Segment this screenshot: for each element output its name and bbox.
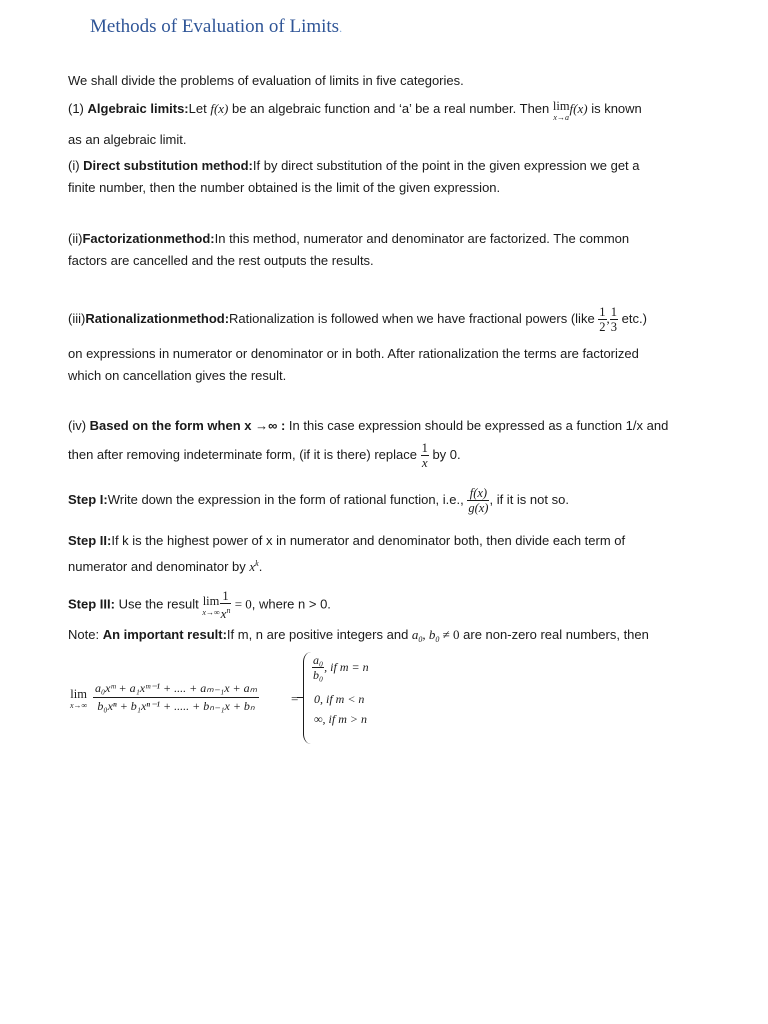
section-heading: Algebraic limits: xyxy=(87,101,189,116)
formula-fraction xyxy=(93,680,259,715)
math-x: x xyxy=(220,606,227,621)
fraction-separator: , xyxy=(606,310,610,326)
section-algebraic-limits-line2: as an algebraic limit. xyxy=(68,132,187,147)
section-number: (1) xyxy=(68,101,88,116)
section-text: Rationalization is followed when we have fractional powers (like xyxy=(229,310,599,326)
section-number: (iv) xyxy=(68,418,90,433)
lim-subscript: x→∞ xyxy=(202,608,220,618)
note-text: If m, n are positive integers and xyxy=(226,627,412,642)
section-heading: Based on the form when x →∞ : xyxy=(89,418,286,433)
note-label: Note: xyxy=(68,627,103,642)
section-rationalization xyxy=(68,305,647,334)
math-equals-zero: = 0 xyxy=(231,596,252,612)
fraction-one-over-xn xyxy=(220,589,232,621)
step-one xyxy=(68,486,569,515)
fraction-one-over-x xyxy=(421,441,429,470)
lim-operator: lim xyxy=(70,687,87,701)
page-title xyxy=(90,16,342,38)
section-factorization xyxy=(68,231,629,247)
section-heading: Factorizationmethod: xyxy=(82,231,215,246)
fraction-a0-over-b0 xyxy=(312,653,324,682)
important-result-note xyxy=(68,627,649,648)
formula-denominator: b₀xⁿ + b₁xⁿ⁻¹ + ..... + bₙ₋₁x + bₙ xyxy=(97,699,255,713)
section-heading: Rationalizationmethod: xyxy=(85,310,230,326)
step-text: . xyxy=(258,559,263,574)
step-three xyxy=(68,589,331,621)
section-heading: Direct substitution method: xyxy=(83,158,253,173)
cases-brace xyxy=(303,652,312,744)
intro-paragraph: We shall divide the problems of evaluation of limits in five categories. xyxy=(68,73,464,88)
section-text: If by direct substitution of the point in the given expression we get a xyxy=(252,158,640,173)
case-m-greater-n: ∞, if m > n xyxy=(314,712,367,726)
limit-expression xyxy=(202,595,219,617)
step-two xyxy=(68,533,625,549)
section-number: (iii) xyxy=(68,310,86,326)
formula-equals: = xyxy=(291,691,299,706)
math-fx: f(x) xyxy=(569,101,588,116)
case-m-less-n: 0, if m < n xyxy=(314,692,365,706)
step-text: Use the result xyxy=(114,596,203,612)
fraction-numerator: f(x) xyxy=(467,486,489,501)
section-text: etc.) xyxy=(618,310,647,326)
lim-operator: lim xyxy=(202,594,220,609)
title-text: Methods of Evaluation of Limits xyxy=(90,16,340,37)
lim-subscript: x→∞ xyxy=(70,701,88,710)
math-subscript: 0 xyxy=(435,635,440,644)
note-heading: An important result: xyxy=(102,627,227,642)
step-text: , where n > 0. xyxy=(251,596,331,612)
step-heading: Step II: xyxy=(68,533,112,548)
lim-subscript: x→a xyxy=(553,113,569,122)
fraction-denominator: x xyxy=(421,455,428,470)
section-infinity-form xyxy=(68,418,668,434)
math-b: , b xyxy=(422,627,436,642)
limit-expression xyxy=(70,688,87,710)
fraction-denominator: 3 xyxy=(610,320,618,334)
section-factorization-line2: factors are cancelled and the rest outputs the results. xyxy=(68,253,374,268)
step-text: If k is the highest power of x in numerator and denominator both, then divide each term of xyxy=(111,533,626,548)
fraction-one-third xyxy=(610,305,618,334)
section-text: In this case expression should be expressed as a function 1/x and xyxy=(285,418,669,433)
math-not-equal-zero: ≠ 0 xyxy=(439,627,460,642)
section-text: is known xyxy=(587,101,642,116)
math-exponent: k xyxy=(255,559,259,568)
fraction-numerator: 1 xyxy=(610,305,618,319)
section-number: (i) xyxy=(68,158,84,173)
lim-operator: lim xyxy=(552,99,570,113)
section-text: then after removing indeterminate form, (if it is there) replace xyxy=(68,446,421,462)
step-heading: Step III: xyxy=(68,596,115,612)
math-subscript: 0 xyxy=(418,635,423,644)
cases-brace-tip xyxy=(297,697,303,698)
section-number: (ii) xyxy=(68,231,83,246)
section-text: be an algebraic function and ‘a’ be a real number. Then xyxy=(228,101,553,116)
step-text: Write down the expression in the form of rational function, i.e., xyxy=(107,491,468,507)
fraction-denominator: b₀ xyxy=(313,668,324,682)
fraction-numerator: 1 xyxy=(421,441,428,455)
section-rationalization-line3: which on cancellation gives the result. xyxy=(68,368,287,383)
section-rationalization-line2: on expressions in numerator or denominator or in both. After rationalization the terms are factorized xyxy=(68,346,639,361)
section-direct-substitution-line2: finite number, then the number obtained is the limit of the given expression. xyxy=(68,180,501,195)
fraction-numerator: 1 xyxy=(220,589,232,604)
title-dot: . xyxy=(339,21,343,35)
math-a: a xyxy=(411,627,419,642)
section-text: Let xyxy=(188,101,211,116)
math-x: x xyxy=(249,559,256,574)
limit-expression xyxy=(553,100,570,122)
note-text: are non-zero real numbers, then xyxy=(459,627,649,642)
fraction-f-over-g xyxy=(467,486,489,515)
section-direct-substitution xyxy=(68,158,640,174)
fraction-numerator: 1 xyxy=(599,305,606,319)
section-text: In this method, numerator and denominator are factorized. The common xyxy=(214,231,630,246)
formula-numerator: a₀xᵐ + a₁xᵐ⁻¹ + .... + aₘ₋₁x + aₘ xyxy=(93,680,259,698)
math-fx: f(x) xyxy=(210,101,229,116)
formula-limit xyxy=(70,688,87,710)
section-text: by 0. xyxy=(428,446,461,462)
fraction-denominator: g(x) xyxy=(468,501,489,515)
section-infinity-form-line2 xyxy=(68,441,461,470)
fraction-one-half xyxy=(598,305,606,334)
fraction-numerator: a₀ xyxy=(313,653,324,667)
case-condition: , if m = n xyxy=(324,659,369,674)
case-m-equals-n xyxy=(312,653,369,682)
step-text: , if it is not so. xyxy=(489,491,569,507)
step-heading: Step I: xyxy=(68,491,108,507)
math-exponent: n xyxy=(226,606,231,615)
step-two-line2 xyxy=(68,556,262,575)
fraction-denominator: 2 xyxy=(599,320,606,334)
step-text: numerator and denominator by xyxy=(68,559,250,574)
section-algebraic-limits xyxy=(68,100,642,122)
